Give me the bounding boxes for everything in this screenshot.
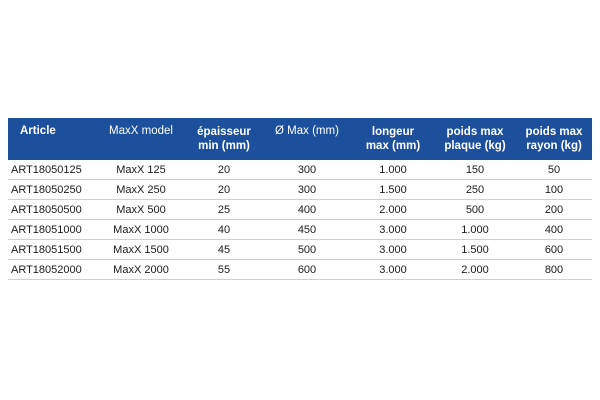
header-weight-radius-line2: rayon (kg) [526,140,582,152]
table-row [8,260,592,280]
cell-article: ART18051500 [8,240,96,260]
cell-weight-radius: 50 [516,160,592,180]
header-model-label: MaxX model [109,125,173,137]
cell-weight-radius: 600 [516,240,592,260]
cell-thickness: 20 [186,160,262,180]
cell-thickness: 55 [186,260,262,280]
header-diameter [262,118,352,160]
header-diameter-label: Ø Max (mm) [275,125,339,137]
cell-length: 1.000 [352,160,434,180]
header-weight-plate-line2: plaque (kg) [444,140,506,152]
cell-weight-radius: 100 [516,180,592,200]
table-row [8,160,592,180]
cell-weight-radius: 400 [516,220,592,240]
cell-weight-plate: 1.500 [434,240,516,260]
cell-thickness: 45 [186,240,262,260]
cell-article: ART18050500 [8,200,96,220]
header-thickness [186,118,262,160]
cell-length: 3.000 [352,260,434,280]
header-weight-radius [516,118,592,160]
header-row [8,118,592,160]
cell-diameter: 300 [262,180,352,200]
table-row [8,200,592,220]
cell-weight-plate: 2.000 [434,260,516,280]
header-model [96,118,186,160]
cell-weight-radius: 200 [516,200,592,220]
header-length [352,118,434,160]
cell-model: MaxX 125 [96,160,186,180]
table-row [8,240,592,260]
cell-thickness: 40 [186,220,262,240]
cell-model: MaxX 500 [96,200,186,220]
header-weight-plate [434,118,516,160]
cell-article: ART18052000 [8,260,96,280]
cell-weight-plate: 150 [434,160,516,180]
cell-diameter: 600 [262,260,352,280]
cell-length: 1.500 [352,180,434,200]
table-row [8,180,592,200]
cell-model: MaxX 2000 [96,260,186,280]
spec-table [8,118,592,280]
header-weight-radius-line1: poids max [525,126,583,138]
cell-diameter: 450 [262,220,352,240]
cell-weight-radius: 800 [516,260,592,280]
cell-diameter: 300 [262,160,352,180]
cell-length: 3.000 [352,240,434,260]
table-header [8,118,592,160]
header-weight-plate-line1: poids max [446,126,504,138]
cell-thickness: 25 [186,200,262,220]
cell-article: ART18051000 [8,220,96,240]
header-length-line1: longeur [371,126,415,138]
cell-model: MaxX 1500 [96,240,186,260]
header-article-label: Article [20,125,56,137]
cell-diameter: 500 [262,240,352,260]
cell-weight-plate: 250 [434,180,516,200]
header-thickness-line1: épaisseur [197,126,251,138]
header-article [8,118,96,160]
cell-article: ART18050250 [8,180,96,200]
cell-weight-plate: 1.000 [434,220,516,240]
header-length-line2: max (mm) [365,140,421,152]
cell-article: ART18050125 [8,160,96,180]
cell-weight-plate: 500 [434,200,516,220]
table-body [8,160,592,280]
cell-length: 3.000 [352,220,434,240]
header-thickness-line2: min (mm) [198,140,250,152]
table-row [8,220,592,240]
cell-thickness: 20 [186,180,262,200]
cell-length: 2.000 [352,200,434,220]
cell-model: MaxX 250 [96,180,186,200]
cell-model: MaxX 1000 [96,220,186,240]
cell-diameter: 400 [262,200,352,220]
